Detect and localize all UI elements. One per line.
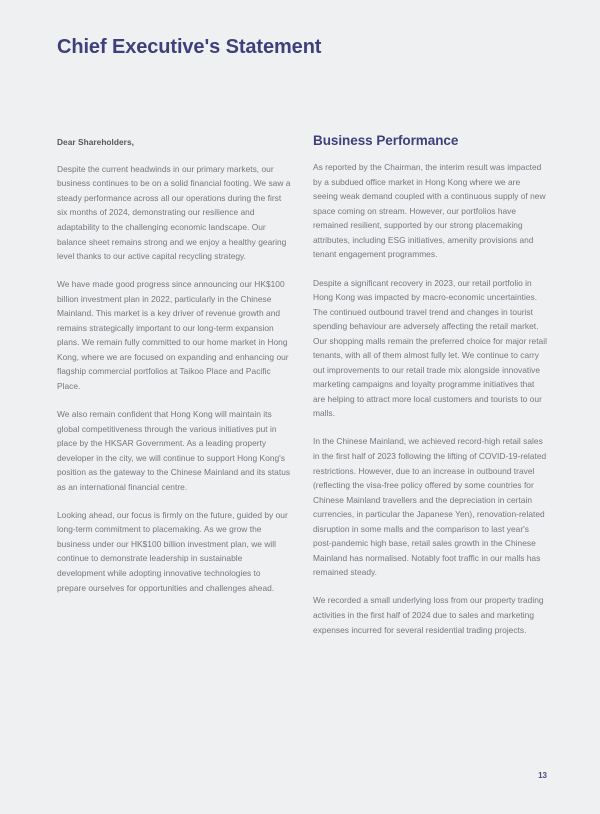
paragraph: We recorded a small underlying loss from our property trading activities in the first half of 2024 due to sales and marketing expenses incurred for several residential trading projects. (313, 595, 544, 635)
page-title: Chief Executive's Statement (57, 36, 322, 58)
paragraph: We have made good progress since announcing our HK$100 billion investment plan in 2022, particularly in the Chinese Mainland. This market is a key driver of revenue growth and remains strategically important to our long-term expansion plans. We remain fully committed to our home market in Hong Kong, where we are focused on expanding and enhancing our flagship commercial portfolios at Taikoo Place and Pacific Place. (57, 279, 289, 391)
section-heading-business-performance: Business Performance (313, 133, 459, 148)
paragraph: Looking ahead, our focus is firmly on the future, guided by our long-term commitment to placemaking. As we grow the business under our HK$100 billion investment plan, we will continue to demonstrate leadership in sustainable development while adopting innovative technologies to prepare ourselves for opportunities and challenges ahead. (57, 509, 288, 593)
left-text-column (57, 133, 291, 595)
salutation: Dear Shareholders, (57, 137, 134, 147)
paragraph: Despite the current headwinds in our primary markets, our business continues to be on a solid financial footing. We saw a steady performance across all our operations during the first six months of 2024, demonstrating our resilience and adaptability to the challenging economic landscape. Our balance sheet remains strong and we enjoy a healthy gearing level thanks to our active capital recycling strategy. (57, 163, 291, 262)
paragraph: In the Chinese Mainland, we achieved record-high retail sales in the first half of 2023 following the lifting of COVID-19-related restrictions. However, due to an increase in outbound travel (reflecting the visa-free policy offered by some countries for Chinese Mainland travellers and the depreciation in certain currencies, in particular the Japanese Yen), renovation-related disruption in some malls and the comparison to last year's post-pandemic high base, retail sales growth in the Chinese Mainland has normalised. Notably foot traffic in our malls has remained steady. (313, 436, 547, 578)
page-number: 13 (538, 771, 547, 780)
paragraph: We also remain confident that Hong Kong will maintain its global competitiveness through the various initiatives put in place by the HKSAR Government. As a leading property developer in the city, we will continue to support Hong Kong's position as the gateway to the Chinese Mainland and its status as an international financial centre. (57, 408, 291, 492)
right-text-column (313, 133, 547, 637)
paragraph: Despite a significant recovery in 2023, our retail portfolio in Hong Kong was impacted by macro-economic uncertainties. The continued outbound travel trend and changes in tourist spending behaviour are adversely affecting the retail market. Our shopping malls remain the preferred choice for major retail tenants, with all of them almost fully let. We continue to carry out improvements to our retail trade mix alongside innovative marketing campaigns and loyalty programme initiatives that are helping to attract more local customers and tourists to our malls. (313, 277, 548, 419)
paragraph: As reported by the Chairman, the interim result was impacted by a subdued office market in Hong Kong where we are seeing weak demand coupled with a continuous supply of new space coming on stream. However, our portfolios have remained resilient, supported by our strong placemaking attributes, including ESG initiatives, amenity provisions and tenant engagement programmes. (313, 162, 546, 260)
